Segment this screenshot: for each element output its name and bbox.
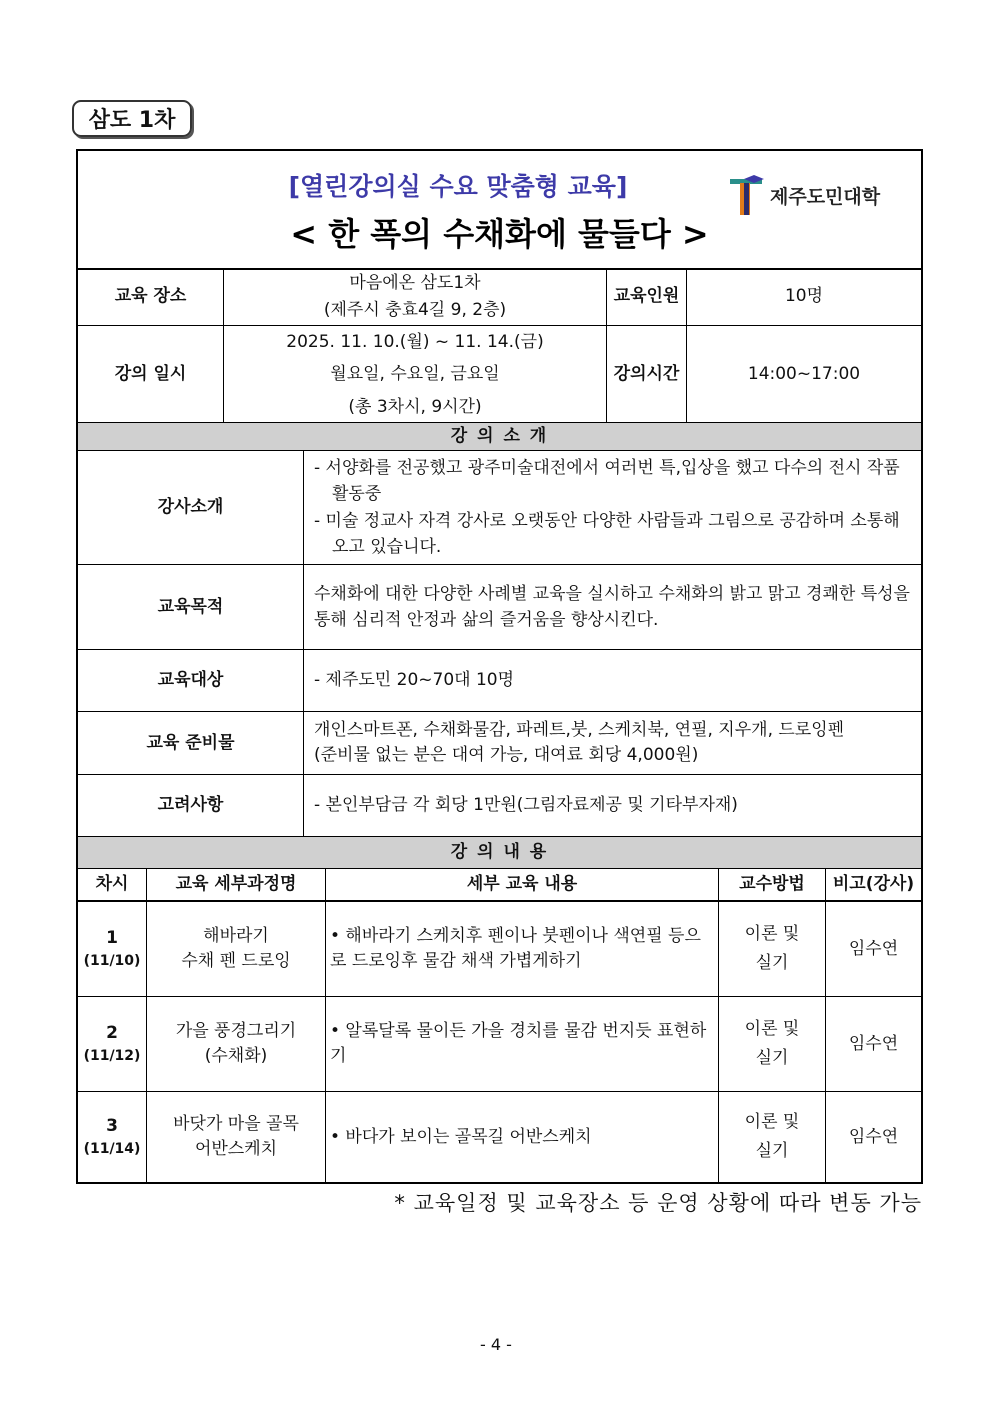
date-line-3: (총 3차시, 9시간) [348,396,482,417]
session-method [718,902,825,996]
content-section-title-row [78,837,921,869]
instructor-label: 강사소개 [157,497,224,518]
session-name-line-2: (수채화) [204,1046,268,1066]
session-method-line-1: 이론 및 [744,924,800,945]
session-name-line-1: 바닷가 마을 골목 [173,1114,299,1135]
place-line-1: 마음에온 삼도1차 [349,273,481,294]
schedule-note: * 교육일정 및 교육장소 등 운영 상황에 따라 변동 가능 [394,1191,922,1215]
date-line-2: 월요일, 수요일, 금요일 [330,364,500,385]
purpose-label: 교육목적 [157,596,224,617]
session-detail: • 바다가 보이는 골목길 어반스케치 [325,1092,718,1182]
session-num: 3 [106,1115,118,1136]
place-row [78,268,921,326]
date-line-1: 2025. 11. 10.(월) ~ 11. 14.(금) [286,332,544,353]
session-name-line-1: 가을 풍경그리기 [175,1021,297,1042]
session-name [146,902,325,996]
consider-label: 고려사항 [157,795,224,816]
session-teacher: 임수연 [825,1092,921,1182]
session-date: (11/10) [83,953,141,970]
content-header-row [78,869,921,902]
logo-text: 제주도민대학 [770,185,881,208]
session-name-line-2: 어반스케치 [194,1139,278,1159]
instructor-line-2: - 미술 정교사 자격 강사로 오랫동안 다양한 사람들과 그림으로 공감하며 소통해 오고 있습니다. [314,510,900,557]
session-name-line-1: 해바라기 [203,926,269,947]
time-label: 강의시간 [606,326,686,423]
intro-section-title: 강 의 소 개 [450,426,549,447]
supplies-text [303,712,921,774]
session-detail: • 알록달록 물이든 가을 경치를 물감 번지듯 표현하기 [325,997,718,1091]
supplies-line-1: 개인스마트폰, 수채화물감, 파레트,붓, 스케치북, 연필, 지우개, 드로잉펜 [314,720,845,741]
course-table [76,149,923,1184]
place-value [223,268,606,325]
session-number [78,1092,146,1182]
session-name [146,997,325,1091]
logo-mark-icon [728,173,766,217]
course-title: < 한 폭의 수채화에 물들다 > [290,215,709,253]
session-row [78,902,921,997]
session-teacher: 임수연 [825,997,921,1091]
instructor-line-1: - 서양화를 전공했고 광주미술대전에서 여러번 특,입상을 했고 다수의 전시 작품활동중 [314,457,900,505]
date-row [78,326,921,423]
page-number: - 4 - [480,1335,512,1354]
consider-row [78,775,921,837]
section-tag: 삼도 1차 [72,100,192,137]
header-course-name: 교육 세부과정명 [146,869,325,900]
date-label: 강의 일시 [114,364,187,385]
header-session: 차시 [95,874,129,895]
session-name-line-2: 수채 펜 드로잉 [181,951,291,971]
capacity-label: 교육인원 [606,268,686,325]
supplies-label: 교육 준비물 [146,732,235,753]
session-method-line-2: 실기 [755,1141,789,1161]
session-number [78,997,146,1091]
session-name [146,1092,325,1182]
course-header [78,151,921,270]
course-subtitle: [열린강의실 수요 맞춤형 교육] [288,172,628,201]
date-value [223,326,606,423]
supplies-row [78,712,921,775]
session-number [78,902,146,996]
header-note: 비고(강사) [825,869,921,900]
supplies-line-2: (준비물 없는 분은 대여 가능, 대여료 회당 4,000원) [314,745,699,765]
purpose-row [78,565,921,650]
session-method-line-1: 이론 및 [744,1019,800,1040]
session-method-line-2: 실기 [755,953,789,973]
session-teacher: 임수연 [825,902,921,996]
session-date: (11/14) [83,1141,141,1158]
content-section-title: 강 의 내 용 [450,842,549,863]
session-method-line-1: 이론 및 [744,1112,800,1133]
capacity-value: 10명 [686,268,921,325]
target-label: 교육대상 [157,670,224,691]
consider-text: - 본인부담금 각 회당 1만원(그림자료제공 및 기타부자재) [303,775,921,836]
header-detail: 세부 교육 내용 [325,869,718,900]
university-logo [728,175,880,215]
time-value: 14:00~17:00 [686,326,921,423]
instructor-row [78,451,921,565]
purpose-text: 수채화에 대한 다양한 사례별 교육을 실시하고 수채화의 밝고 맑고 경쾌한 특성을 통해 심리적 안정과 삶의 즐거움을 향상시킨다. [303,565,921,649]
target-text: - 제주도민 20~70대 10명 [303,650,921,711]
place-label: 교육 장소 [114,286,187,307]
session-method [718,997,825,1091]
session-num: 1 [106,927,118,948]
session-method [718,1092,825,1182]
session-row [78,997,921,1092]
session-detail: • 해바라기 스케치후 펜이나 붓펜이나 색연필 등으로 드로잉후 물감 채색 가볍게하기 [325,902,718,996]
session-num: 2 [106,1022,118,1043]
session-row [78,1092,921,1182]
session-date: (11/12) [83,1048,141,1065]
session-method-line-2: 실기 [755,1048,789,1068]
target-row [78,650,921,712]
intro-section-title-row [78,422,921,451]
place-line-2: (제주시 충효4길 9, 2층) [323,299,507,320]
instructor-text [303,451,921,564]
header-method: 교수방법 [718,869,825,900]
